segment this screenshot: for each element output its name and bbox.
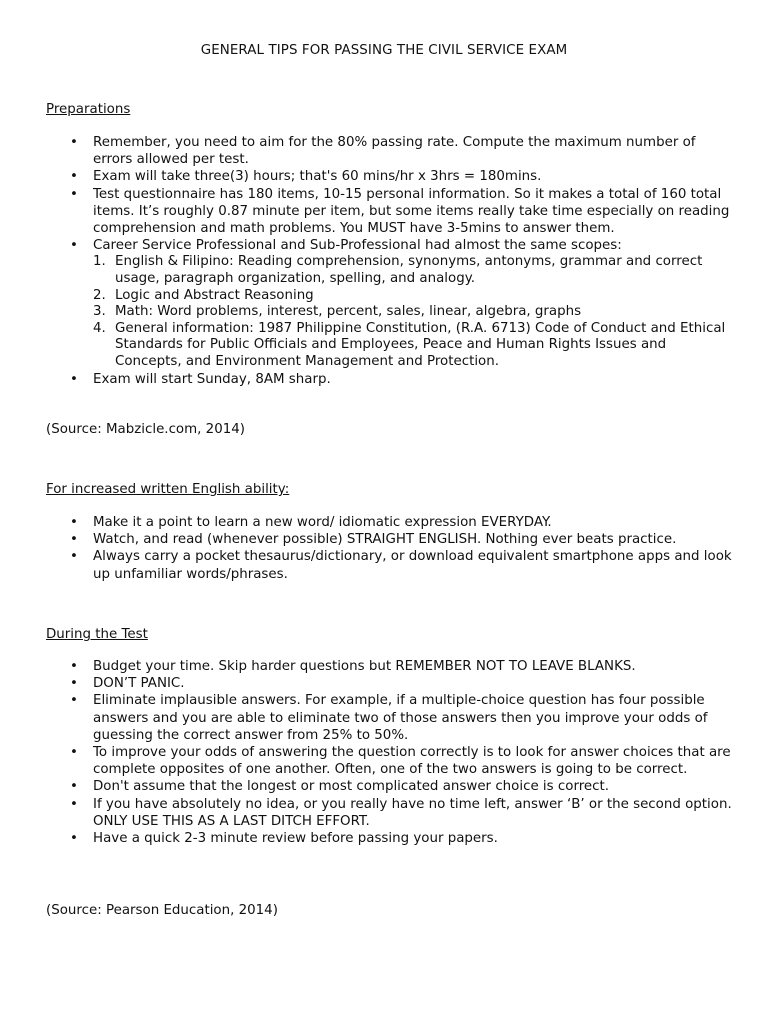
scope-item [93,254,736,287]
scope-text: English & Filipino: Reading comprehension, synonyms, antonyms, grammar and correct usage, paragraph organization, spelling, and analogy. [115,254,703,287]
list-item: • To improve your odds of answering the question correctly is to look for answer choices that are complete opposites of one another. Often, one of the two answers is going to be correct. [46,744,736,778]
list-item: • DON’T PANIC. [46,675,736,692]
scope-text: Math: Word problems, interest, percent, sales, linear, algebra, graphs [115,304,582,320]
list-item: • Eliminate implausible answers. For example, if a multiple-choice question has four possible answers and you are able to eliminate two of those answers then you improve your odds of guessing the correct answer from 25% to 50%. [46,692,736,744]
during-test-list [46,658,736,847]
scope-item [93,321,736,371]
scopes-list [93,254,736,370]
list-item: • Remember, you need to aim for the 80% passing rate. Compute the maximum number of errors allowed per test. [46,134,736,168]
list-item [46,796,736,830]
scope-text: Logic and Abstract Reasoning [115,287,314,303]
scope-item [93,288,736,305]
source-citation: (Source: Pearson Education, 2014) [46,903,278,918]
scope-number: 4. [93,320,106,336]
list-item: • Exam will start Sunday, 8AM sharp. [46,371,736,388]
list-item-scopes [46,237,736,370]
list-item-text: Career Service Professional and Sub-Professional had almost the same scopes: [93,238,622,254]
list-item: • Make it a point to learn a new word/ idiomatic expression EVERYDAY. [46,514,736,531]
section-heading-english: For increased written English ability: [46,482,290,497]
scope-item [93,304,736,321]
preparations-list [46,134,736,388]
list-item: • Have a quick 2-3 minute review before passing your papers. [46,830,736,847]
list-item-text: If you have absolutely no idea, or you really have no time left, answer ‘B’ or the second option. [93,796,732,812]
list-item: • Watch, and read (whenever possible) STRAIGHT ENGLISH. Nothing ever beats practice. [46,531,736,548]
scope-number: 2. [93,287,106,303]
scope-text: General information: 1987 Philippine Constitution, (R.A. 6713) Code of Conduct and Ethical Standards for Public Officials and Employees, Peace and Human Rights Issues and Concepts, and Environment Management and Protection. [115,320,726,369]
list-item-note: ONLY USE THIS AS A LAST DITCH EFFORT. [93,813,370,829]
section-heading-preparations: Preparations [46,102,131,117]
scope-number: 1. [93,254,106,270]
list-item: • Always carry a pocket thesaurus/dictionary, or download equivalent smartphone apps and look up unfamiliar words/phrases. [46,548,736,582]
source-citation: (Source: Mabzicle.com, 2014) [46,422,245,437]
section-heading-during-test: During the Test [46,627,148,642]
list-item: • Budget your time. Skip harder questions but REMEMBER NOT TO LEAVE BLANKS. [46,658,736,675]
document-title: GENERAL TIPS FOR PASSING THE CIVIL SERVICE EXAM [200,43,568,58]
list-item: • Exam will take three(3) hours; that's 60 mins/hr x 3hrs = 180mins. [46,168,736,185]
list-item: • Don't assume that the longest or most complicated answer choice is correct. [46,778,736,795]
scope-number: 3. [93,304,106,320]
list-item: • Test questionnaire has 180 items, 10-15 personal information. So it makes a total of 160 total items. It’s roughly 0.87 minute per item, but some items really take time especially on reading comprehension and math problems. You MUST have 3-5mins to answer them. [46,186,736,238]
english-list [46,514,736,583]
